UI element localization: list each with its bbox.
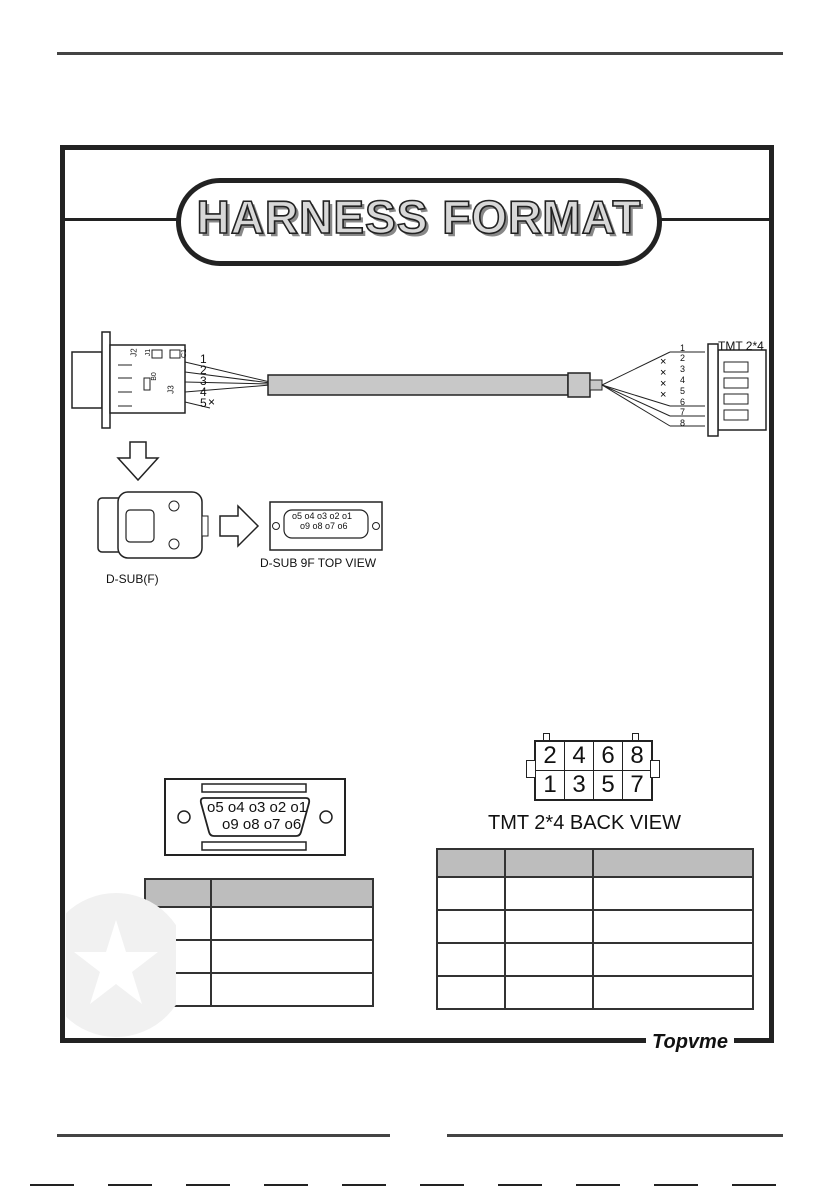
svg-text:×: × <box>660 367 667 379</box>
bottom-rule-left <box>57 1134 390 1137</box>
bottom-rule-right <box>447 1134 783 1137</box>
edge-dash <box>342 1184 386 1186</box>
table-row <box>145 973 373 1006</box>
svg-text:×: × <box>660 378 667 390</box>
right-arrow <box>220 506 258 546</box>
table-header-cell <box>437 849 505 877</box>
harness-diagram <box>60 320 774 620</box>
edge-dash <box>264 1184 308 1186</box>
jumper-b0 <box>144 378 150 390</box>
right-pin-1: 1 <box>680 343 686 353</box>
jumper-c1 <box>170 350 180 358</box>
left-pin-4: 4 <box>200 385 207 399</box>
right-pin-8: 8 <box>680 418 686 428</box>
right-pin-3: 3 <box>680 364 686 374</box>
svg-text:×: × <box>660 356 667 368</box>
board-label-j1: J1 <box>145 348 153 357</box>
back-view-caption: TMT 2*4 BACK VIEW <box>488 812 682 834</box>
back-view-cell: 6 <box>594 741 623 771</box>
table-row <box>437 976 753 1009</box>
edge-dash <box>30 1184 74 1186</box>
back-view-cell: 3 <box>565 771 594 801</box>
dsub-plug-flange <box>102 332 110 428</box>
dsub-pin-table <box>144 878 374 1007</box>
title-band-left <box>65 218 185 221</box>
board-label-j2: J2 <box>129 348 139 357</box>
table-row <box>437 910 753 943</box>
left-pin-3: 3 <box>200 374 207 388</box>
back-view-cell: 8 <box>623 741 653 771</box>
tmt-back-view-grid <box>534 740 653 801</box>
right-pin-7: 7 <box>680 407 686 417</box>
right-pin-4: 4 <box>680 375 686 385</box>
top-rule <box>57 52 783 55</box>
back-view-cell: 7 <box>623 771 653 801</box>
dsub-small-pins-top: o5 o4 o3 o2 o1 <box>292 511 353 521</box>
jumper-j1 <box>152 350 162 358</box>
dsub-plug-body <box>72 352 102 408</box>
table-row <box>437 943 753 976</box>
svg-text:×: × <box>660 389 667 401</box>
board-label-j3: J3 <box>166 385 176 394</box>
edge-dash <box>498 1184 542 1186</box>
board-label-b0: B0 <box>150 372 158 381</box>
dsub-label: D-SUB(F) <box>106 572 159 586</box>
brand-logo: Topvme <box>646 1031 734 1054</box>
back-view-latch-right <box>650 760 660 778</box>
edge-dash <box>654 1184 698 1186</box>
dsub-large-pins-top: o5 o4 o3 o2 o1 <box>207 799 308 816</box>
table-header-cell <box>505 849 593 877</box>
svg-text:×: × <box>208 395 216 409</box>
right-pin-2: 2 <box>680 353 686 363</box>
dsub-small-pins-bottom: o9 o8 o7 o6 <box>300 521 348 531</box>
left-pin-1: 1 <box>200 352 207 366</box>
back-view-latch-left <box>526 760 536 778</box>
dsub-top-view-label: D-SUB 9F TOP VIEW <box>260 556 377 570</box>
back-view-tab-left <box>543 733 550 741</box>
table-row <box>145 907 373 940</box>
star-watermark <box>66 890 176 1040</box>
back-view-cell: 4 <box>565 741 594 771</box>
table-row <box>437 877 753 910</box>
edge-dash <box>420 1184 464 1186</box>
left-pin-2: 2 <box>200 363 207 377</box>
back-view-tab-right <box>632 733 639 741</box>
cable-jacket <box>268 375 568 395</box>
edge-dash <box>108 1184 152 1186</box>
edge-dash <box>732 1184 776 1186</box>
table-header-cell <box>593 849 753 877</box>
page-title: HARNESS FORMAT <box>196 191 642 243</box>
back-view-cell: 2 <box>535 741 565 771</box>
board-label-c1: C1 <box>180 349 188 358</box>
right-pin-5: 5 <box>680 386 686 396</box>
down-arrow <box>118 442 158 480</box>
back-view-cell: 1 <box>535 771 565 801</box>
edge-dash <box>576 1184 620 1186</box>
right-pin-6: 6 <box>680 397 686 407</box>
back-view-cell: 5 <box>594 771 623 801</box>
dsub-large-pins-bottom: o9 o8 o7 o6 <box>222 816 302 833</box>
cable-tip <box>590 380 602 390</box>
table-row <box>145 940 373 973</box>
left-pin-5: 5 <box>200 396 207 410</box>
tmt-connector-label: TMT 2*4 <box>718 339 764 353</box>
edge-dash <box>186 1184 230 1186</box>
cable-boot <box>568 373 590 397</box>
tmt-pin-table <box>436 848 754 1010</box>
table-header-cell <box>211 879 373 907</box>
title-band-right <box>660 218 772 221</box>
